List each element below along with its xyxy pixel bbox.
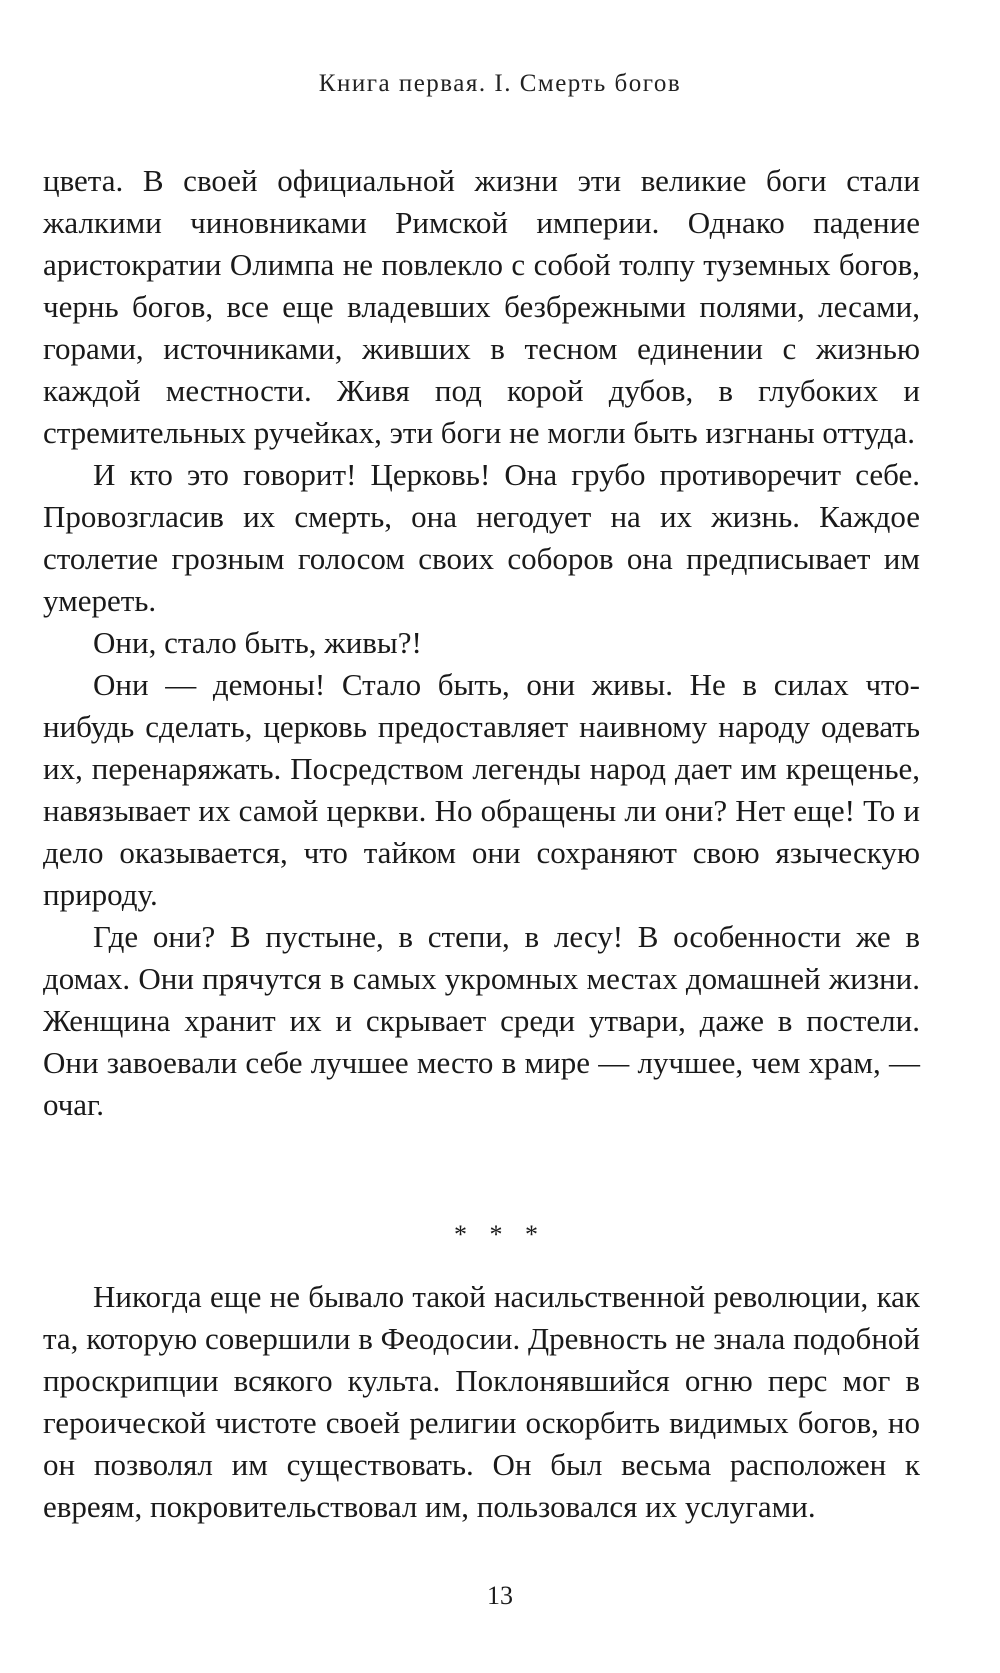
body-text-bottom bbox=[43, 1276, 920, 1528]
paragraph: Где они? В пустыне, в степи, в лесу! В особенности же в домах. Они прячутся в самых укромных местах домашней жизни. Женщина хранит их и скрывает среди утвари, даже в постели. Они завоевали себе лучшее место в мире — лучшее, чем храм, — очаг. bbox=[43, 919, 920, 1122]
section-separator: * * * bbox=[454, 1220, 546, 1249]
paragraph: И кто это говорит! Церковь! Она грубо противоречит себе. Провозгласив их смерть, она негодует на их жизнь. Каждое столетие грозным голосом своих соборов она предписывает им умереть. bbox=[43, 457, 920, 618]
paragraph: Они — демоны! Стало быть, они живы. Не в силах что-нибудь сделать, церковь предоставляет наивному народу одевать их, перенаряжать. Посредством легенды народ дает им крещенье, навязывает их самой церкви. Но обращены ли они? Нет еще! То и дело оказывается, что тайком они сохраняют свою языческую природу. bbox=[43, 667, 920, 912]
running-head: Книга первая. I. Смерть богов bbox=[318, 70, 682, 97]
paragraph: Они, стало быть, живы?! bbox=[93, 625, 422, 660]
body-text-top bbox=[43, 160, 920, 1126]
paragraph: Никогда еще не бывало такой насильственной революции, как та, которую совершили в Феодосии. Древность не знала подобной проскрипции всякого культа. Поклонявшийся огню перс мог в героической чистоте своей религии оскорбить видимых богов, но он позволял им существовать. Он был весьма расположен к евреям, покровительствовал им, пользовался их услугами. bbox=[43, 1279, 920, 1524]
page-number: 13 bbox=[487, 1581, 513, 1610]
paragraph-continued: цвета. В своей официальной жизни эти великие боги стали жалкими чиновниками Римской империи. Однако падение аристократии Олимпа не повлекло с собой толпу туземных богов, чернь богов, все еще владевших безбрежными полями, лесами, горами, источниками, живших в тесном единении с жизнью каждой местности. Живя под корой дубов, в глубоких и стремительных ручейках, эти боги не могли быть изгнаны оттуда. bbox=[43, 163, 920, 450]
